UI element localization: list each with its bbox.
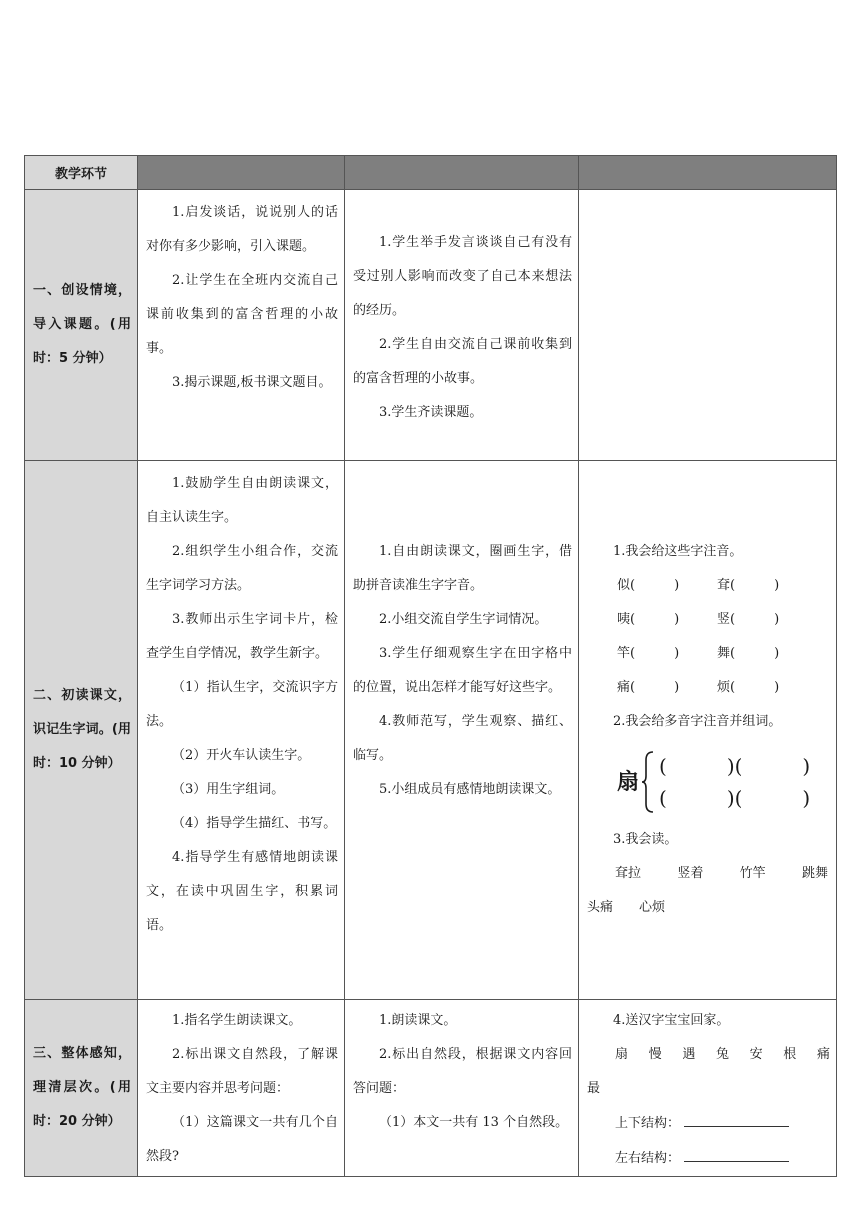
lesson-plan-table — [24, 155, 837, 1177]
pinyin-blank: 舞( ) — [717, 646, 780, 661]
sort-char: 遇 — [682, 1047, 696, 1062]
teacher-step: 2.让学生在全班内交流自己课前收集到的富含哲理的小故事。 — [146, 273, 338, 356]
student-step: 2.标出自然段，根据课文内容回答问题： — [353, 1047, 572, 1096]
teacher-substep: （2）开火车认读生字。 — [172, 748, 311, 763]
teacher-substep: （1）指认生字，交流识字方法。 — [146, 680, 338, 729]
polyphone-group — [587, 743, 830, 821]
polyphone-line: ( )( ) — [659, 754, 811, 778]
exercise-q4: 4.送汉字宝宝回家。 — [613, 1013, 730, 1028]
teacher-step: 4.指导学生有感情地朗读课文，在读中巩固生字，积累词语。 — [146, 850, 338, 933]
student-step: 5.小组成员有感情地朗读课文。 — [379, 782, 561, 797]
stage2-teacher-cell — [138, 461, 345, 1000]
student-step: 3.学生齐读课题。 — [379, 405, 483, 420]
pinyin-pair — [587, 603, 830, 637]
teacher-substep: （3）用生字组词。 — [172, 782, 285, 797]
sort-char-last: 最 — [587, 1081, 601, 1096]
answer-blank — [684, 1141, 789, 1162]
top-bottom-label: 上下结构： — [615, 1116, 681, 1131]
top-bottom-line — [587, 1106, 830, 1141]
exercise-q3: 3.我会读。 — [613, 832, 678, 847]
pinyin-blank: 竖( ) — [717, 612, 780, 627]
curly-brace-icon — [641, 750, 655, 814]
header-teaching-stage: 教学环节 — [25, 156, 138, 190]
table-header-row — [25, 156, 837, 190]
stage1-teacher-cell — [138, 190, 345, 461]
teacher-step: 2.组织学生小组合作，交流生字词学习方法。 — [146, 544, 338, 593]
sort-char: 痛 — [816, 1047, 830, 1062]
stage2-title: 二、初读课文，识记生字词。(用时：10 分钟） — [25, 461, 138, 1000]
stage1-row — [25, 190, 837, 461]
sort-char: 慢 — [648, 1047, 662, 1062]
stage1-title: 一、创设情境，导入课题。(用时：5 分钟） — [25, 190, 138, 461]
student-step: 1.学生举手发言谈谈自己有没有受过别人影响而改变了自己本来想法的经历。 — [353, 235, 572, 318]
sort-char: 扇 — [615, 1047, 629, 1062]
stage2-exercise-cell — [579, 461, 837, 1000]
student-substep: （1）本文一共有 13 个自然段。 — [379, 1115, 569, 1130]
teacher-substep: （4）指导学生描红、书写。 — [172, 816, 337, 831]
pinyin-blank: 竿( ) — [617, 646, 680, 661]
stage2-student-cell — [345, 461, 579, 1000]
stage1-exercise-cell — [579, 190, 837, 461]
pinyin-blank: 耷( ) — [717, 578, 780, 593]
header-cell-3 — [345, 156, 579, 190]
sort-char: 兔 — [715, 1047, 729, 1062]
polyphone-line: ( )( ) — [659, 786, 811, 810]
pinyin-blank: 咦( ) — [617, 612, 680, 627]
reading-word: 竹竿 — [739, 866, 766, 881]
reading-words-row — [587, 857, 830, 891]
teacher-step: 1.鼓励学生自由朗读课文，自主认读生字。 — [146, 476, 338, 525]
reading-words-row2: 头痛 心烦 — [587, 900, 666, 915]
polyphone-char: 扇 — [617, 769, 640, 795]
teacher-step: 3.教师出示生字词卡片，检查学生自学情况，教学生新字。 — [146, 612, 338, 661]
sort-chars-row — [587, 1038, 830, 1072]
pinyin-pair — [587, 569, 830, 603]
pinyin-blank: 痛( ) — [617, 680, 680, 695]
sort-char: 安 — [749, 1047, 763, 1062]
left-right-line — [587, 1141, 830, 1176]
reading-word: 竖着 — [677, 866, 704, 881]
exercise-q1: 1.我会给这些字注音。 — [613, 544, 743, 559]
teacher-step: 2.标出课文自然段，了解课文主要内容并思考问题： — [146, 1047, 338, 1096]
left-right-label: 左右结构： — [615, 1151, 681, 1166]
stage1-student-cell — [345, 190, 579, 461]
student-step: 3.学生仔细观察生字在田字格中的位置，说出怎样才能写好这些字。 — [353, 646, 572, 695]
stage2-row — [25, 461, 837, 1000]
student-step: 4.教师范写，学生观察、描红、临写。 — [353, 714, 572, 763]
pinyin-blank: 似( ) — [617, 578, 680, 593]
stage3-exercise-cell — [579, 1000, 837, 1177]
stage3-title: 三、整体感知，理清层次。(用时：20 分钟） — [25, 1000, 138, 1177]
teacher-substep: （1）这篇课文一共有几个自然段? — [146, 1115, 338, 1164]
pinyin-blank: 烦( ) — [717, 680, 780, 695]
answer-blank — [684, 1106, 789, 1127]
pinyin-pair — [587, 671, 830, 705]
header-cell-4 — [579, 156, 837, 190]
reading-word: 耷拉 — [615, 866, 642, 881]
header-cell-2 — [138, 156, 345, 190]
teacher-step: 3.揭示课题,板书课文题目。 — [172, 375, 332, 390]
stage3-row — [25, 1000, 837, 1177]
stage3-teacher-cell — [138, 1000, 345, 1177]
student-step: 2.学生自由交流自己课前收集到的富含哲理的小故事。 — [353, 337, 572, 386]
teacher-step: 1.启发谈话，说说别人的话对你有多少影响，引入课题。 — [146, 205, 338, 254]
student-step: 1.朗读课文。 — [379, 1013, 457, 1028]
exercise-q2: 2.我会给多音字注音并组词。 — [613, 714, 782, 729]
student-step: 2.小组交流自学生字词情况。 — [379, 612, 548, 627]
reading-word: 跳舞 — [801, 866, 828, 881]
stage3-student-cell — [345, 1000, 579, 1177]
student-step: 1.自由朗读课文，圈画生字，借助拼音读准生字字音。 — [353, 544, 572, 593]
sort-char: 根 — [783, 1047, 797, 1062]
teacher-step: 1.指名学生朗读课文。 — [172, 1013, 302, 1028]
pinyin-pair — [587, 637, 830, 671]
